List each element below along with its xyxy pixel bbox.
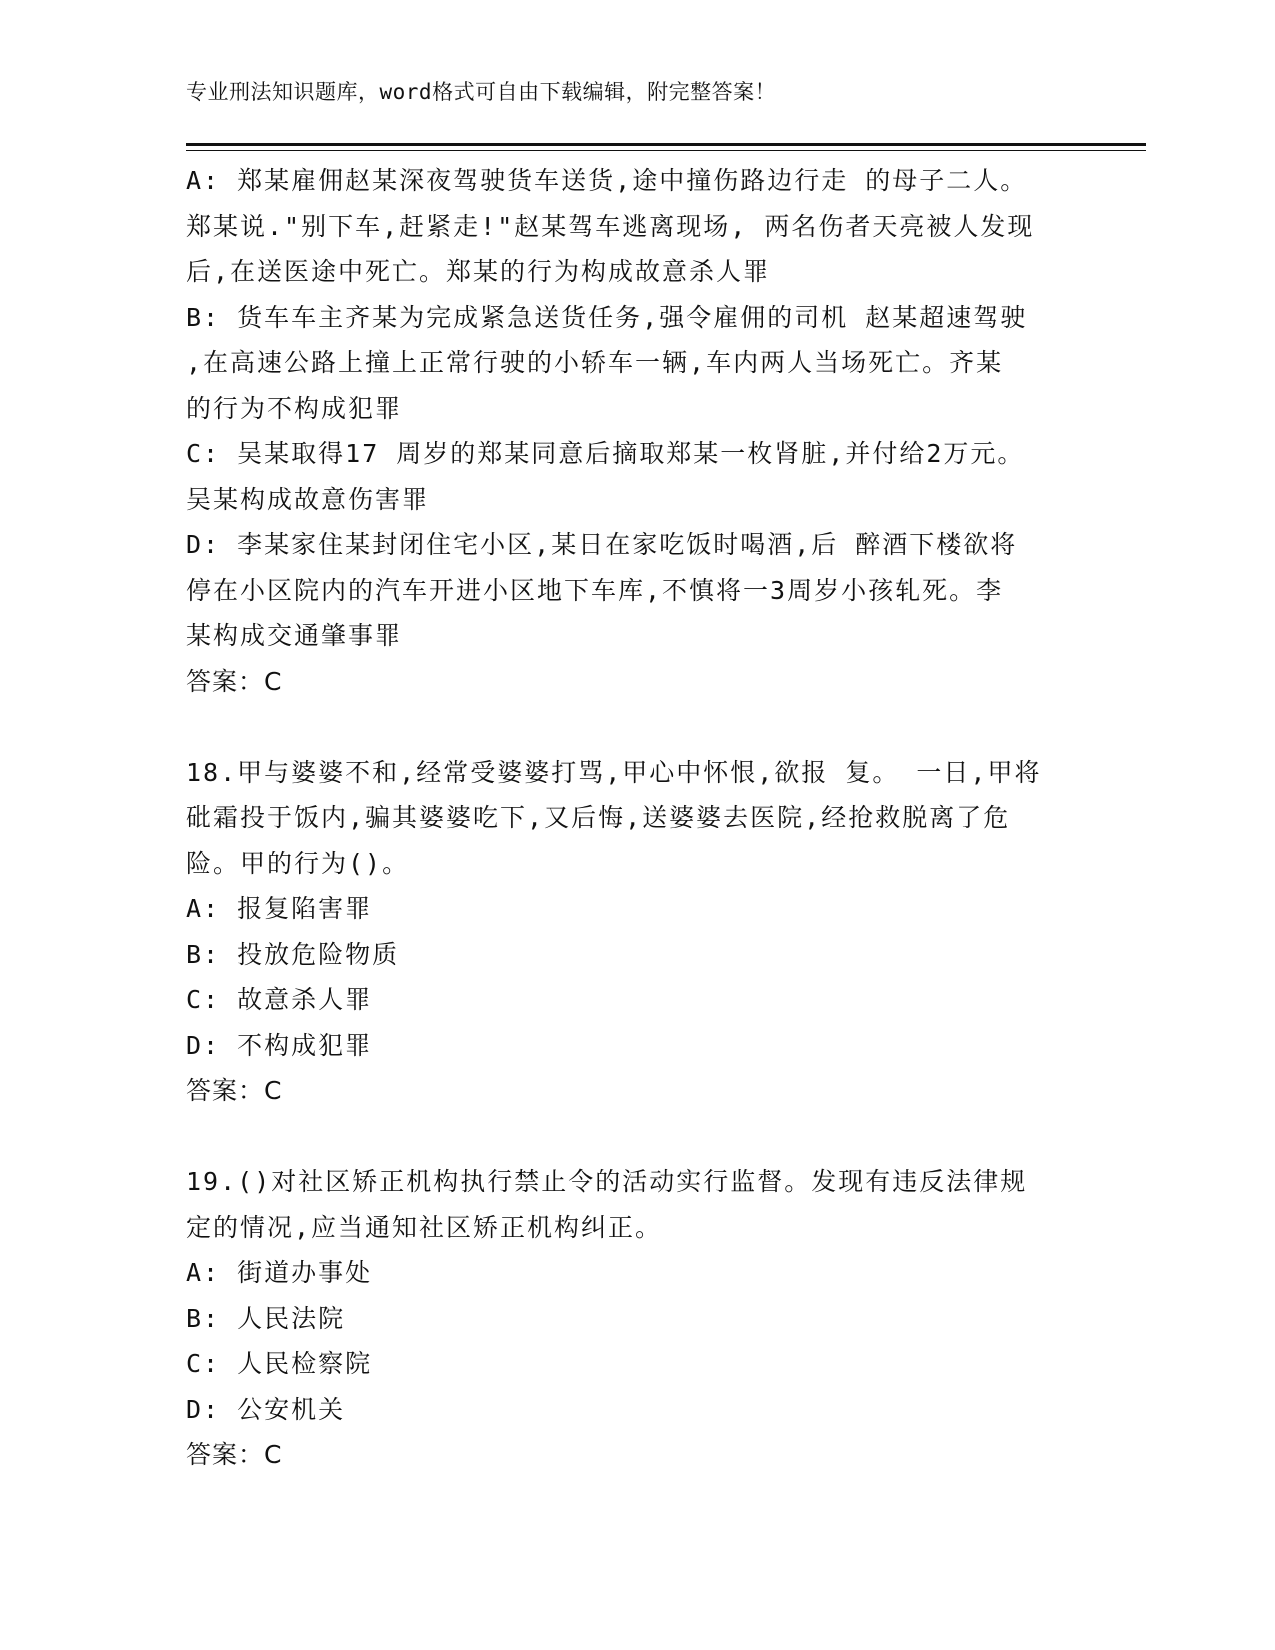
q19-option-a: A: 街道办事处 (186, 1258, 373, 1287)
q19-answer: 答案：C (186, 1440, 283, 1469)
q18-stem-line-3: 险。甲的行为()。 (186, 848, 410, 878)
q17-option-d-line-3: 某构成交通肇事罪 (186, 621, 403, 650)
spacer (186, 1114, 1066, 1160)
q17-option-c-line-2: 吴某构成故意伤害罪 (186, 484, 430, 514)
question-17 (186, 158, 1066, 704)
q17-option-d-line-2: 停在小区院内的汽车开进小区地下车库,不慎将一3周岁小孩轧死。李 (186, 575, 1004, 605)
q17-answer: 答案：C (186, 666, 283, 696)
q19-stem-line-1: 19.()对社区矫正机构执行禁止令的活动实行监督。发现有违反法律规 (186, 1167, 1028, 1196)
q18-stem-line-1: 18.甲与婆婆不和,经常受婆婆打骂,甲心中怀恨,欲报 复。 一日,甲将 (186, 757, 1042, 787)
q18-stem-line-2: 砒霜投于饭内,骗其婆婆吃下,又后悔,送婆婆去医院,经抢救脱离了危 (186, 803, 1011, 832)
q18-option-c: C: 故意杀人罪 (186, 985, 373, 1014)
q17-option-a-line-1: A: 郑某雇佣赵某深夜驾驶货车送货,途中撞伤路边行走 的母子二人。 (186, 166, 1028, 195)
q17-option-c-line-1: C: 吴某取得17 周岁的郑某同意后摘取郑某一枚肾脏,并付给2万元。 (186, 439, 1025, 468)
q17-option-a-line-2: 郑某说."别下车,赶紧走!"赵某驾车逃离现场, 两名伤者天亮被人发现 (186, 211, 1035, 241)
q17-option-a-line-3: 后,在送医途中死亡。郑某的行为构成故意杀人罪 (186, 257, 771, 286)
q19-option-d: D: 公安机关 (186, 1394, 346, 1424)
q17-option-b-line-1: B: 货车车主齐某为完成紧急送货任务,强令雇佣的司机 赵某超速驾驶 (186, 302, 1028, 332)
q19-stem-line-2: 定的情况,应当通知社区矫正机构纠正。 (186, 1212, 663, 1242)
question-18 (186, 750, 1066, 1114)
q18-option-b: B: 投放危险物质 (186, 939, 400, 969)
question-19 (186, 1159, 1066, 1478)
question-content (186, 158, 1066, 1478)
q17-option-b-line-3: 的行为不构成犯罪 (186, 393, 403, 423)
q18-option-a: A: 报复陷害罪 (186, 894, 373, 923)
q17-option-b-line-2: ,在高速公路上撞上正常行驶的小轿车一辆,车内两人当场死亡。齐某 (186, 348, 1004, 377)
spacer (186, 704, 1066, 750)
q18-option-d: D: 不构成犯罪 (186, 1030, 373, 1060)
q17-option-d-line-1: D: 李某家住某封闭住宅小区,某日在家吃饭时喝酒,后 醉酒下楼欲将 (186, 530, 1018, 559)
q19-option-c: C: 人民检察院 (186, 1349, 373, 1378)
q19-option-b: B: 人民法院 (186, 1303, 346, 1333)
page-header: 专业刑法知识题库，word格式可自由下载编辑，附完整答案！ (186, 80, 777, 104)
header-divider-thin (186, 150, 1146, 151)
header-divider-thick (186, 143, 1146, 146)
q18-answer: 答案：C (186, 1076, 283, 1105)
